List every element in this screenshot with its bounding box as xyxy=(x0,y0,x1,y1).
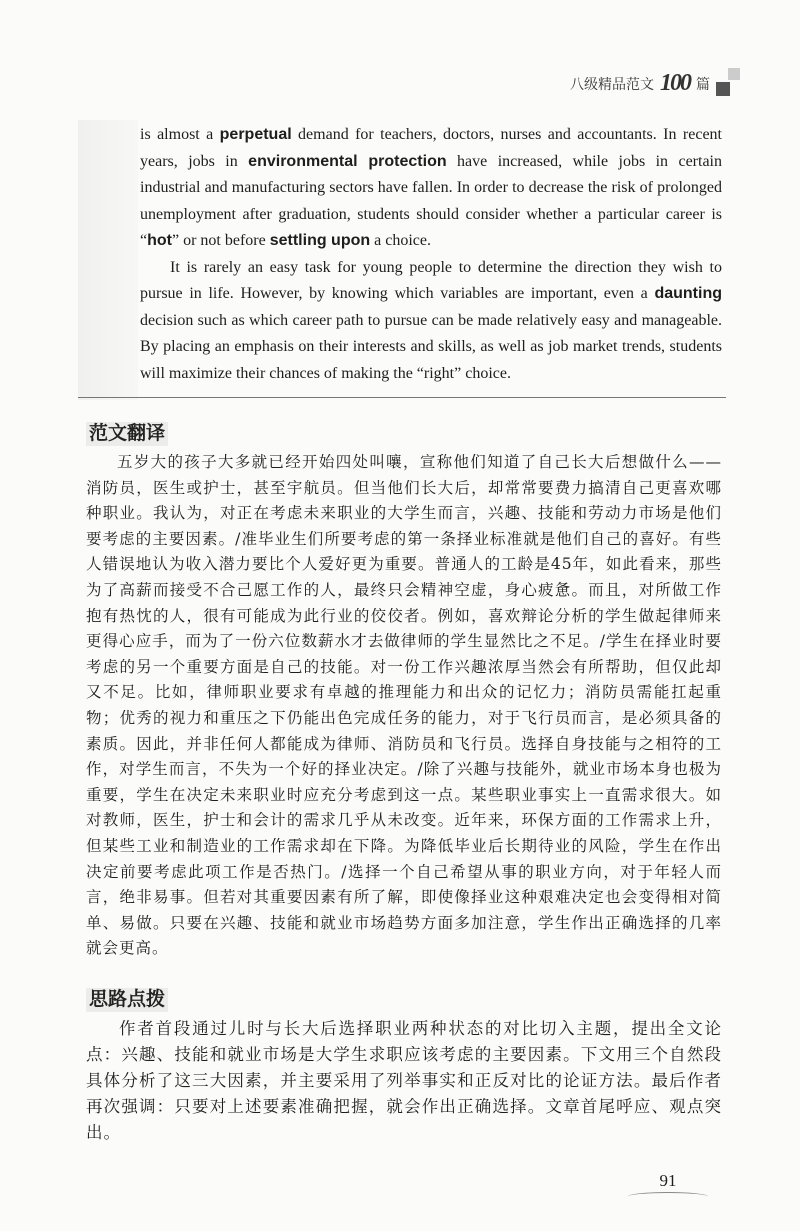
translation-body xyxy=(86,450,722,962)
page-footer xyxy=(628,1170,708,1201)
bold-phrase: hot xyxy=(147,232,172,249)
text-segment: decision such as which career path to pursue can be made relatively easy and manageable. By placing an emphasis on their interests and skills, as well as job market trends, students will maximize their chances of making the “right” choice. xyxy=(140,311,722,382)
text-segment: demand for teachers, doctors, nurses and accountants. In recent years, jobs in xyxy=(140,126,722,170)
translation-paragraph: 五岁大的孩子大多就已经开始四处叫嚷，宣称他们知道了自己长大后想做什么——消防员，医生或护士，甚至宇航员。但当他们长大后，却常常要费力搞清自己更喜欢哪种职业。我认为，对正在考虑未来职业的大学生而言，兴趣、技能和劳动力市场是他们要考虑的主要因素。/准毕业生们所要考虑的第一条择业标准就是他们自己的喜好。有些人错误地认为收入潜力要比个人爱好更为重要。普通人的工龄是45年，如此看来，那些为了高薪而接受不合己愿工作的人，最终只会精神空虚，身心疲惫。而且，对所做工作抱有热忱的人，很有可能成为此行业的佼佼者。例如，喜欢辩论分析的学生做起律师来更得心应手，而为了一份六位数薪水才去做律师的学生显然比之不足。/学生在择业时要考虑的另一个重要方面是自己的技能。对一份工作兴趣浓厚当然会有所帮助，但仅此却又不足。比如，律师职业要求有卓越的推理能力和出众的记忆力；消防员需能扛起重物；优秀的视力和重压之下仍能出色完成任务的能力，对于飞行员而言，是必须具备的素质。因此，并非任何人都能成为律师、消防员和飞行员。选择自身技能与之相符的工作，对学生而言，不失为一个好的择业决定。/除了兴趣与技能外，就业市场本身也极为重要，学生在决定未来职业时应充分考虑到这一点。某些职业事实上一直需求很大。如对教师，医生，护士和会计的需求几乎从未改变。近年来，环保方面的工作需求上升，但某些工业和制造业的工作需求却在下降。为降低毕业后长期待业的风险，学生在作出决定前要考虑此项工作是否热门。/选择一个自己希望从事的职业方向，对于年轻人而言，绝非易事。但若对其重要因素有所了解，即使像择业这种艰难决定也会变得相对简单、易做。只要在兴趣、技能和就业市场趋势方面多加注意，学生作出正确选择的几率就会更高。 xyxy=(86,453,722,958)
english-essay-continuation xyxy=(140,122,722,387)
analysis-paragraph: 作者首段通过儿时与长大后选择职业两种状态的对比切入主题，提出全文论点：兴趣、技能和就业市场是大学生求职应该考虑的主要因素。下文用三个自然段具体分析了这三大因素，并主要采用了列举事实和正反对比的论证方法。最后作者再次强调：只要对上述要素准确把握，就会作出正确选择。文章首尾呼应、观点突出。 xyxy=(86,1018,722,1142)
english-paragraph xyxy=(140,255,722,388)
text-segment: ” or not before xyxy=(171,232,270,249)
text-segment: a choice. xyxy=(370,232,432,249)
page-number: 91 xyxy=(659,1170,677,1190)
bold-phrase: perpetual xyxy=(219,126,292,143)
english-paragraph xyxy=(140,122,722,255)
divider xyxy=(78,397,726,398)
bold-phrase: settling upon xyxy=(269,232,371,249)
text-segment: is almost a xyxy=(140,126,220,143)
analysis-heading: 思路点拨 xyxy=(86,988,168,1012)
translation-heading: 范文翻译 xyxy=(86,422,168,446)
series-unit: 篇 xyxy=(696,77,710,93)
page-number-ornament xyxy=(628,1192,708,1201)
series-number: 100 xyxy=(660,70,690,96)
series-label: 八级精品范文 xyxy=(570,77,654,93)
text-segment: have increased, while jobs in certain industrial and manufacturing sectors have fallen. In order to decrease the risk of prolonged unemployment after graduation, students should consider whether a particular career is “ xyxy=(140,152,722,249)
bold-phrase: daunting xyxy=(654,285,722,302)
bold-phrase: environmental protection xyxy=(248,152,447,170)
analysis-body xyxy=(86,1016,722,1146)
text-segment: It is rarely an easy task for young people to determine the direction they wish to pursue in life. However, by knowing which variables are important, even a xyxy=(140,258,722,302)
